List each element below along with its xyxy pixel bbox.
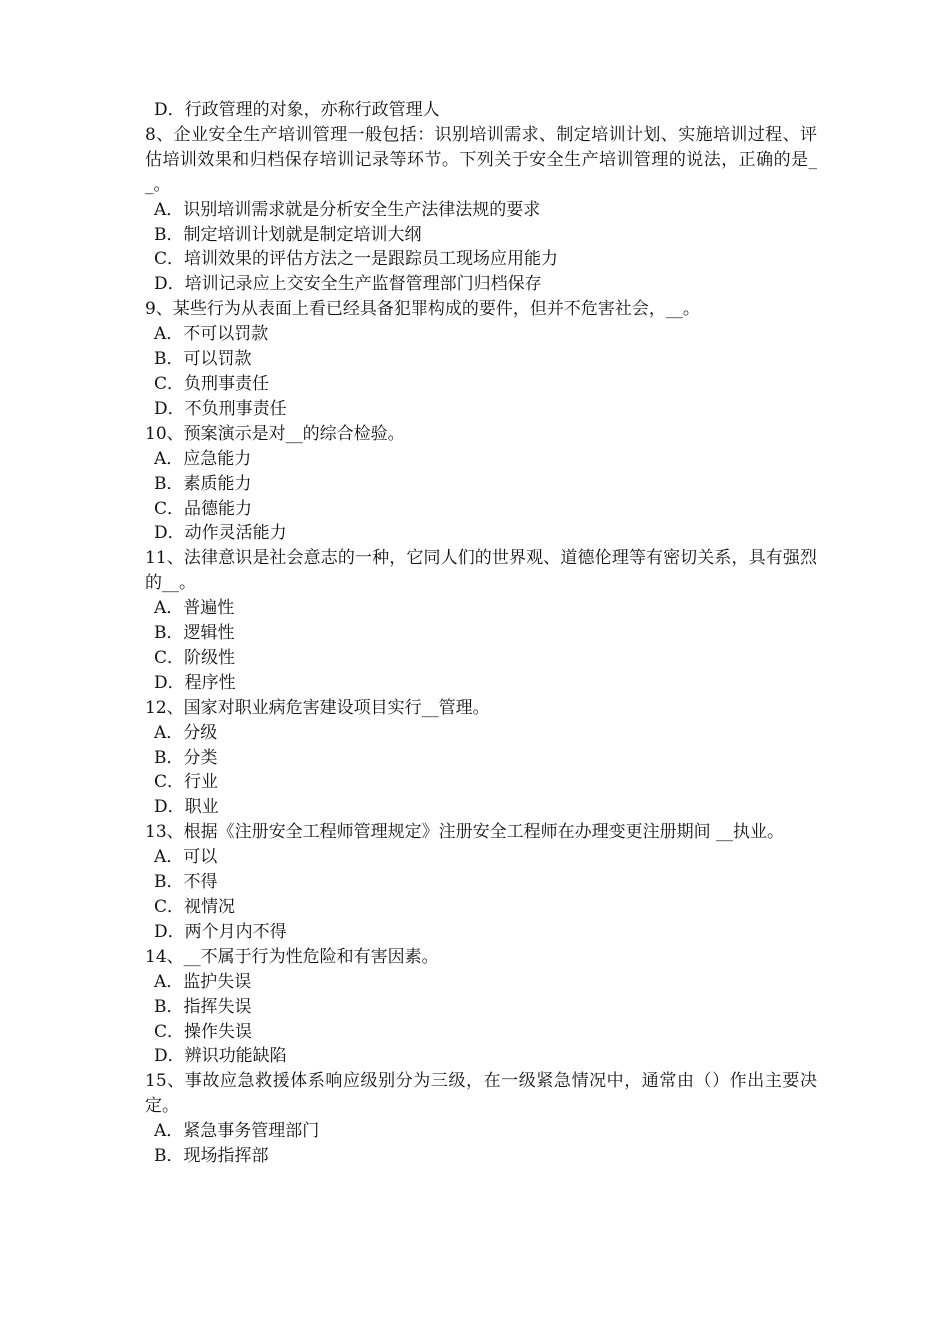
- answer-option: D．不负刑事责任: [154, 398, 287, 419]
- answer-option: B．可以罚款: [154, 349, 252, 370]
- answer-option: A．紧急事务管理部门: [154, 1121, 320, 1142]
- answer-option: A．识别培训需求就是分析安全生产法律法规的要求: [154, 199, 541, 220]
- answer-option: B．逻辑性: [154, 623, 235, 644]
- answer-option: C．操作失误: [154, 1021, 253, 1042]
- question-text: 10、预案演示是对__的综合检验。: [145, 423, 405, 444]
- question-text: 15、事故应急救援体系响应级别分为三级，在一级紧急情况中，通常由（）作出主要决定。: [145, 1071, 817, 1117]
- question-text: 12、国家对职业病危害建设项目实行__管理。: [145, 697, 490, 718]
- question-text: 9、某些行为从表面上看已经具备犯罪构成的要件，但并不危害社会，__。: [145, 299, 700, 320]
- answer-option: C．视情况: [154, 897, 236, 917]
- question-text: 11、法律意识是社会意志的一种，它同人们的世界观、道德伦理等有密切关系，具有强烈的__。: [145, 548, 817, 594]
- answer-option: B．制定培训计划就是制定培训大纲: [154, 224, 422, 245]
- answer-option: C．培训效果的评估方法之一是跟踪员工现场应用能力: [154, 249, 559, 270]
- question-text: 8、企业安全生产培训管理一般包括：识别培训需求、制定培训计划、实施培训过程、评估培训效果和归档保存培训记录等环节。下列关于安全生产培训管理的说法，正确的是__。: [145, 124, 817, 195]
- answer-option: D．两个月内不得: [154, 921, 287, 942]
- answer-option: A．可以: [154, 847, 218, 868]
- answer-option: A．不可以罚款: [154, 324, 269, 345]
- question-list: [145, 98, 817, 1169]
- answer-option: D．程序性: [154, 672, 236, 693]
- question-text: 14、__不属于行为性危险和有害因素。: [145, 946, 439, 967]
- answer-option: D．辨识功能缺陷: [154, 1046, 287, 1067]
- question-text: 13、根据《注册安全工程师管理规定》注册安全工程师在办理变更注册期间 __执业。: [145, 822, 785, 843]
- answer-option: B．素质能力: [154, 473, 252, 494]
- answer-option: D．职业: [154, 797, 219, 818]
- answer-option: C．行业: [154, 772, 219, 793]
- answer-option: A．监护失误: [154, 971, 252, 992]
- answer-option: A．普遍性: [154, 598, 235, 619]
- answer-option: C．负刑事责任: [154, 373, 270, 394]
- answer-option: C．品德能力: [154, 498, 253, 519]
- answer-option: D．培训记录应上交安全生产监督管理部门归档保存: [154, 274, 542, 295]
- answer-option: A．应急能力: [154, 448, 252, 469]
- answer-option: A．分级: [154, 722, 218, 743]
- answer-option: C．阶级性: [154, 647, 236, 668]
- answer-option: B．分类: [154, 747, 218, 768]
- answer-option: D．行政管理的对象，亦称行政管理人: [154, 100, 440, 120]
- answer-option: D．动作灵活能力: [154, 523, 287, 544]
- answer-option: B．不得: [154, 872, 218, 893]
- answer-option: B．现场指挥部: [154, 1146, 269, 1167]
- answer-option: B．指挥失误: [154, 996, 252, 1017]
